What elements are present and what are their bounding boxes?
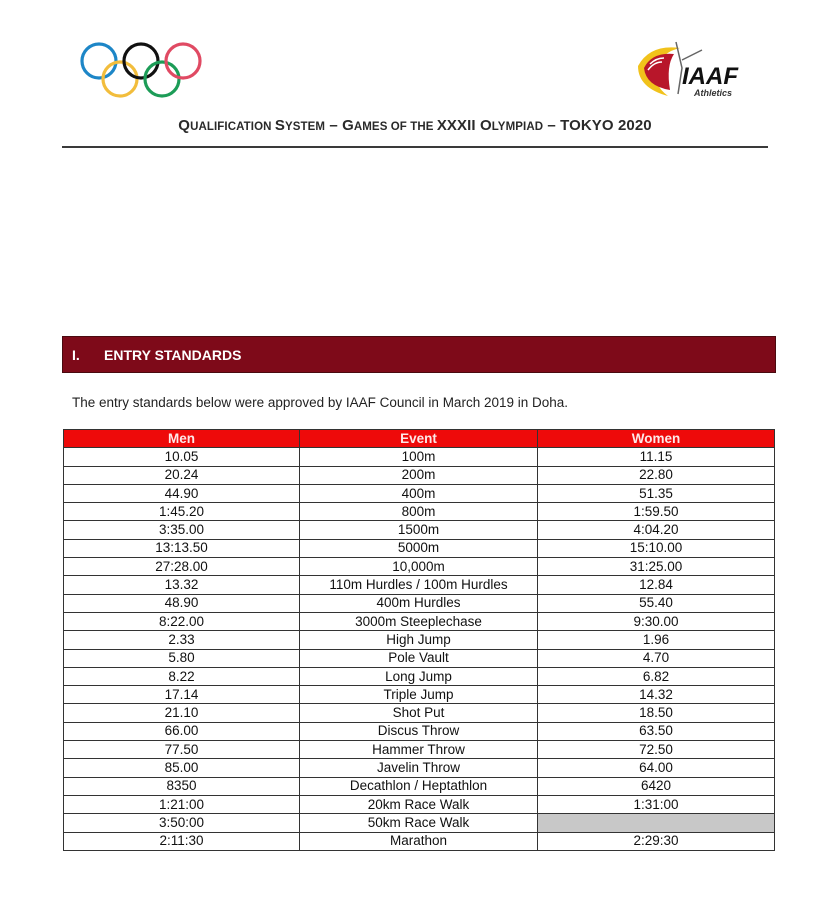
document-title xyxy=(0,117,830,134)
women-standard: 14.32 xyxy=(538,686,775,704)
men-standard: 3:50:00 xyxy=(64,814,300,832)
men-standard: 10.05 xyxy=(64,448,300,466)
title-part: YSTEM xyxy=(284,121,326,133)
event-name: Shot Put xyxy=(300,704,538,722)
event-name: 400m xyxy=(300,484,538,502)
men-standard: 27:28.00 xyxy=(64,558,300,576)
title-divider xyxy=(62,146,768,148)
men-standard: 13:13.50 xyxy=(64,539,300,557)
men-standard: 44.90 xyxy=(64,484,300,502)
event-name: 50km Race Walk xyxy=(300,814,538,832)
men-standard: 1:45.20 xyxy=(64,503,300,521)
title-part: – TOKYO 2020 xyxy=(543,117,652,134)
event-name: Decathlon / Heptathlon xyxy=(300,777,538,795)
event-name: Hammer Throw xyxy=(300,741,538,759)
event-name: 110m Hurdles / 100m Hurdles xyxy=(300,576,538,594)
table-row xyxy=(64,466,775,484)
table-row xyxy=(64,741,775,759)
table-row xyxy=(64,558,775,576)
men-standard: 20.24 xyxy=(64,466,300,484)
women-standard: 4:04.20 xyxy=(538,521,775,539)
table-row xyxy=(64,448,775,466)
table-row xyxy=(64,686,775,704)
title-part: O xyxy=(479,117,492,134)
women-standard: 31:25.00 xyxy=(538,558,775,576)
table-row xyxy=(64,667,775,685)
women-standard: 12.84 xyxy=(538,576,775,594)
column-header-event: Event xyxy=(300,430,538,448)
women-standard: 15:10.00 xyxy=(538,539,775,557)
section-number: I. xyxy=(72,346,80,363)
title-part: XXXII xyxy=(436,117,480,134)
men-standard: 8:22.00 xyxy=(64,612,300,630)
table-row xyxy=(64,832,775,850)
title-part: G xyxy=(342,117,354,134)
men-standard: 21.10 xyxy=(64,704,300,722)
table-row xyxy=(64,795,775,813)
men-standard: 17.14 xyxy=(64,686,300,704)
men-standard: 2.33 xyxy=(64,631,300,649)
men-standard: 77.50 xyxy=(64,741,300,759)
event-name: 5000m xyxy=(300,539,538,557)
event-name: Triple Jump xyxy=(300,686,538,704)
women-standard: 55.40 xyxy=(538,594,775,612)
women-standard: 6.82 xyxy=(538,667,775,685)
table-row xyxy=(64,814,775,832)
women-standard: 64.00 xyxy=(538,759,775,777)
title-part: LYMPIAD xyxy=(491,121,544,133)
title-part: Q xyxy=(178,117,191,134)
men-standard: 48.90 xyxy=(64,594,300,612)
men-standard: 2:11:30 xyxy=(64,832,300,850)
women-standard: 72.50 xyxy=(538,741,775,759)
women-standard: 4.70 xyxy=(538,649,775,667)
red-ring xyxy=(166,44,200,78)
women-standard: 11.15 xyxy=(538,448,775,466)
table-row xyxy=(64,722,775,740)
black-ring xyxy=(124,44,158,78)
men-standard: 5.80 xyxy=(64,649,300,667)
event-name: Javelin Throw xyxy=(300,759,538,777)
women-standard: 1:59.50 xyxy=(538,503,775,521)
table-row xyxy=(64,521,775,539)
event-name: 3000m Steeplechase xyxy=(300,612,538,630)
table-row xyxy=(64,576,775,594)
event-name: Marathon xyxy=(300,832,538,850)
blue-ring xyxy=(82,44,116,78)
event-name: 400m Hurdles xyxy=(300,594,538,612)
yellow-ring xyxy=(103,62,137,96)
event-name: 100m xyxy=(300,448,538,466)
intro-text: The entry standards below were approved by IAAF Council in March 2019 in Doha. xyxy=(72,395,569,410)
table-row xyxy=(64,649,775,667)
title-part: AMES OF THE xyxy=(353,121,437,133)
entry-standards-table xyxy=(63,429,775,851)
title-part: S xyxy=(274,117,285,134)
olympic-rings-logo xyxy=(78,40,204,102)
title-part: – xyxy=(325,117,343,134)
event-name: Pole Vault xyxy=(300,649,538,667)
section-heading xyxy=(62,336,776,373)
women-standard: 9:30.00 xyxy=(538,612,775,630)
event-name: 200m xyxy=(300,466,538,484)
table-row xyxy=(64,612,775,630)
men-standard: 13.32 xyxy=(64,576,300,594)
table-row xyxy=(64,594,775,612)
women-standard: 22.80 xyxy=(538,466,775,484)
svg-text:IAAF: IAAF xyxy=(682,63,738,90)
women-standard: 18.50 xyxy=(538,704,775,722)
event-name: 800m xyxy=(300,503,538,521)
event-name: 1500m xyxy=(300,521,538,539)
table-header-row xyxy=(64,430,775,448)
event-name: 10,000m xyxy=(300,558,538,576)
women-standard: 2:29:30 xyxy=(538,832,775,850)
table-row xyxy=(64,704,775,722)
table-row xyxy=(64,503,775,521)
table-row xyxy=(64,539,775,557)
women-standard: 63.50 xyxy=(538,722,775,740)
men-standard: 8.22 xyxy=(64,667,300,685)
women-standard: 1:31:00 xyxy=(538,795,775,813)
iaaf-logo xyxy=(632,38,762,100)
men-standard: 3:35.00 xyxy=(64,521,300,539)
section-title: ENTRY STANDARDS xyxy=(104,346,242,363)
svg-text:Athletics: Athletics xyxy=(694,88,733,98)
event-name: 20km Race Walk xyxy=(300,795,538,813)
green-ring xyxy=(145,62,179,96)
men-standard: 66.00 xyxy=(64,722,300,740)
table-row xyxy=(64,777,775,795)
women-standard: 6420 xyxy=(538,777,775,795)
men-standard: 85.00 xyxy=(64,759,300,777)
men-standard: 8350 xyxy=(64,777,300,795)
table-row xyxy=(64,484,775,502)
column-header-men: Men xyxy=(64,430,300,448)
women-standard: 51.35 xyxy=(538,484,775,502)
title-part: UALIFICATION xyxy=(190,121,275,133)
table-row xyxy=(64,759,775,777)
column-header-women: Women xyxy=(538,430,775,448)
event-name: Long Jump xyxy=(300,667,538,685)
event-name: Discus Throw xyxy=(300,722,538,740)
men-standard: 1:21:00 xyxy=(64,795,300,813)
event-name: High Jump xyxy=(300,631,538,649)
table-row xyxy=(64,631,775,649)
empty-cell xyxy=(538,814,775,832)
women-standard: 1.96 xyxy=(538,631,775,649)
